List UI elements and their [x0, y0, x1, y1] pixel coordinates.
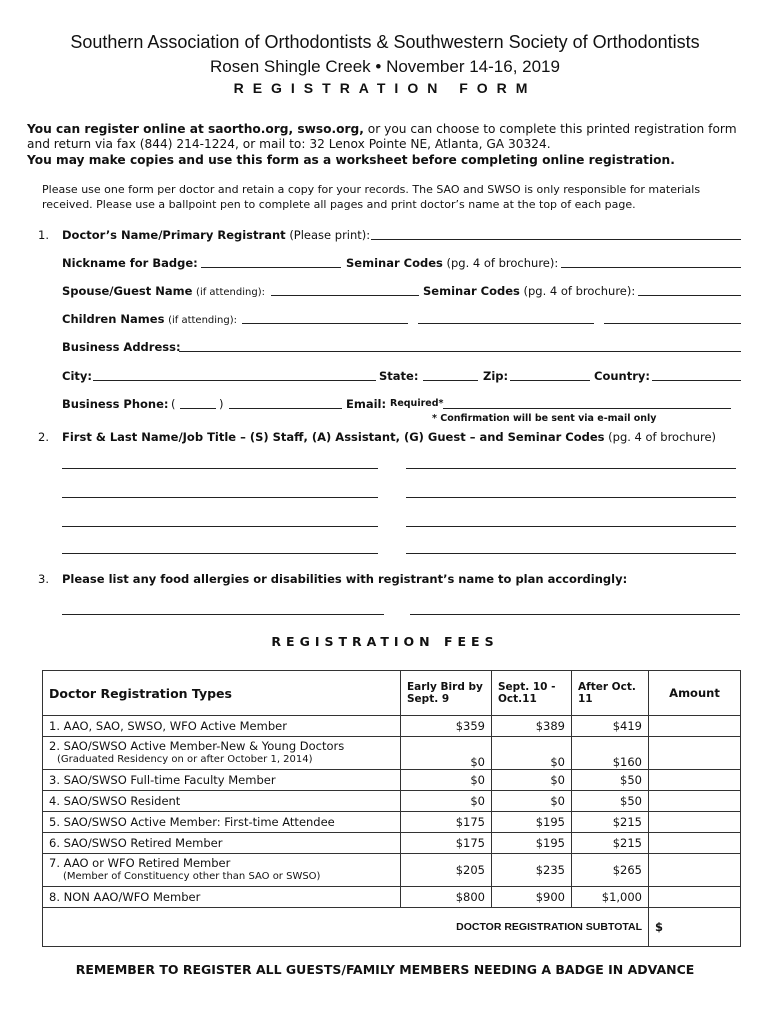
email-confirmation-note: * Confirmation will be sent via e-mail only — [432, 413, 657, 424]
children-hint: (if attending): — [168, 315, 237, 326]
phone-close-paren: ) — [219, 397, 224, 411]
seminar-codes-text-2: Seminar Codes — [423, 284, 520, 298]
fee-after: $265 — [572, 854, 649, 887]
intro-copies: You may make copies and use this form as a worksheet before completing online registration. — [27, 153, 675, 167]
fee-amount-cell[interactable] — [649, 737, 741, 770]
fees-header-amount: Amount — [649, 671, 741, 716]
staff-name-field-4[interactable] — [62, 553, 378, 554]
doctor-name-label-text: Doctor’s Name/Primary Registrant — [62, 228, 286, 242]
fee-type-sub: (Member of Constituency other than SAO or SWSO) — [63, 871, 321, 882]
section2-label-text: First & Last Name/Job Title – (S) Staff, (A) Assistant, (G) Guest – and Seminar Codes — [62, 430, 605, 444]
fee-sept: $389 — [492, 716, 572, 737]
footer-reminder: REMEMBER TO REGISTER ALL GUESTS/FAMILY MEMBERS NEEDING A BADGE IN ADVANCE — [75, 962, 695, 977]
fee-sept: $900 — [492, 887, 572, 908]
fee-after: $419 — [572, 716, 649, 737]
fee-early: $0 — [401, 770, 492, 791]
fee-type: 5. SAO/SWSO Active Member: First-time Attendee — [43, 812, 401, 833]
fee-after: $215 — [572, 833, 649, 854]
country-field[interactable] — [652, 380, 741, 381]
header-title: Southern Association of Orthodontists & Southwestern Society of Orthodontists — [70, 32, 700, 52]
seminar-codes-label-2 — [423, 284, 635, 298]
child-name-field-1[interactable] — [242, 323, 408, 324]
header-venue-date: Rosen Shingle Creek • November 14-16, 2019 — [210, 57, 560, 76]
email-label: Email: — [346, 397, 387, 411]
intro-online — [27, 122, 747, 152]
staff-seminar-field-2[interactable] — [406, 497, 736, 498]
staff-seminar-field-4[interactable] — [406, 553, 736, 554]
table-row — [43, 887, 741, 908]
fee-early: $205 — [401, 854, 492, 887]
doctor-name-hint: (Please print): — [289, 228, 371, 242]
subtotal-amount-field[interactable]: $ — [649, 908, 741, 947]
table-row — [43, 716, 741, 737]
fee-early: $0 — [401, 737, 492, 770]
email-required: Required* — [390, 398, 444, 409]
table-row — [43, 737, 741, 770]
fee-type: 3. SAO/SWSO Full-time Faculty Member — [43, 770, 401, 791]
fee-type: 8. NON AAO/WFO Member — [43, 887, 401, 908]
fee-sept: $235 — [492, 854, 572, 887]
city-field[interactable] — [93, 380, 376, 381]
fees-header-row — [43, 671, 741, 716]
table-row — [43, 770, 741, 791]
staff-seminar-field-3[interactable] — [406, 526, 736, 527]
staff-name-field-2[interactable] — [62, 497, 378, 498]
fee-after: $50 — [572, 770, 649, 791]
zip-field[interactable] — [510, 380, 590, 381]
subtotal-row — [43, 908, 741, 947]
fee-early: $359 — [401, 716, 492, 737]
fee-early: $800 — [401, 887, 492, 908]
city-label: City: — [62, 369, 92, 383]
fees-header-type: Doctor Registration Types — [43, 671, 401, 716]
section2-label — [62, 430, 716, 444]
fee-type — [43, 854, 401, 887]
fee-type — [43, 737, 401, 770]
instructions: Please use one form per doctor and retain a copy for your records. The SAO and SWSO is only responsible for materials received. Please use a ballpoint pen to complete all pages and print doctor’s name at the top of each page. — [42, 183, 701, 211]
business-address-field[interactable] — [179, 351, 741, 352]
doctor-name-label — [62, 228, 370, 242]
intro-online-bold: You can register online at saortho.org, swso.org, — [27, 122, 364, 136]
seminar-codes-field-1[interactable] — [561, 267, 741, 268]
fee-amount-cell[interactable] — [649, 770, 741, 791]
intro-online-rest: or you can choose to complete this printed registration form and return via fax (844) 214-1224, or mail to: 32 Lenox Pointe NE, Atlanta, GA 30324. — [27, 122, 737, 151]
fee-after: $160 — [572, 737, 649, 770]
fee-sept: $195 — [492, 812, 572, 833]
fees-header-sept: Sept. 10 - Oct.11 — [492, 671, 572, 716]
fee-amount-cell[interactable] — [649, 812, 741, 833]
seminar-codes-hint-1: (pg. 4 of brochure): — [446, 256, 559, 270]
email-field[interactable] — [443, 408, 731, 409]
zip-label: Zip: — [483, 369, 509, 383]
spouse-hint: (if attending): — [196, 287, 265, 298]
country-label: Country: — [594, 369, 650, 383]
table-row — [43, 833, 741, 854]
seminar-codes-hint-2: (pg. 4 of brochure): — [523, 284, 636, 298]
table-row — [43, 791, 741, 812]
child-name-field-2[interactable] — [418, 323, 594, 324]
business-phone-label: Business Phone: — [62, 397, 169, 411]
allergies-field-2[interactable] — [410, 614, 740, 615]
seminar-codes-field-2[interactable] — [638, 295, 741, 296]
seminar-codes-text-1: Seminar Codes — [346, 256, 443, 270]
spouse-label-text: Spouse/Guest Name — [62, 284, 193, 298]
table-row — [43, 812, 741, 833]
section2-number: 2. — [38, 430, 49, 444]
fee-sept: $0 — [492, 737, 572, 770]
fee-sept: $0 — [492, 770, 572, 791]
doctor-name-field[interactable] — [371, 239, 741, 240]
staff-seminar-field-1[interactable] — [406, 468, 736, 469]
nickname-label: Nickname for Badge: — [62, 256, 198, 270]
state-label: State: — [379, 369, 419, 383]
phone-open-paren: ( — [171, 397, 176, 411]
spouse-field[interactable] — [271, 295, 419, 296]
section2-hint: (pg. 4 of brochure) — [608, 430, 717, 444]
fee-amount-cell[interactable] — [649, 791, 741, 812]
fee-early: $175 — [401, 833, 492, 854]
spouse-label — [62, 284, 265, 298]
fee-type: 1. AAO, SAO, SWSO, WFO Active Member — [43, 716, 401, 737]
fees-header-after: After Oct. 11 — [572, 671, 649, 716]
allergies-field-1[interactable] — [62, 614, 384, 615]
children-label-text: Children Names — [62, 312, 165, 326]
fee-early: $0 — [401, 791, 492, 812]
children-label — [62, 312, 237, 326]
child-name-field-3[interactable] — [604, 323, 741, 324]
fee-amount-cell[interactable] — [649, 716, 741, 737]
fee-amount-cell[interactable] — [649, 854, 741, 887]
staff-name-field-1[interactable] — [62, 468, 378, 469]
fee-type-sub: (Graduated Residency on or after October 1, 2014) — [57, 754, 313, 765]
fee-amount-cell[interactable] — [649, 833, 741, 854]
seminar-codes-label-1 — [346, 256, 558, 270]
fee-type: 4. SAO/SWSO Resident — [43, 791, 401, 812]
fee-type: 6. SAO/SWSO Retired Member — [43, 833, 401, 854]
fee-type-label: 7. AAO or WFO Retired Member — [49, 856, 231, 870]
section3-label: Please list any food allergies or disabilities with registrant’s name to plan accordingly: — [62, 572, 628, 586]
business-address-label: Business Address: — [62, 340, 181, 354]
staff-name-field-3[interactable] — [62, 526, 378, 527]
header-form-title: REGISTRATION FORM — [233, 80, 537, 96]
fees-table — [42, 670, 741, 947]
fees-title: REGISTRATION FEES — [271, 634, 499, 649]
fee-early: $175 — [401, 812, 492, 833]
phone-area-code-field[interactable] — [180, 408, 216, 409]
fees-header-early: Early Bird by Sept. 9 — [401, 671, 492, 716]
section3-number: 3. — [38, 572, 49, 586]
fee-sept: $0 — [492, 791, 572, 812]
fee-after: $215 — [572, 812, 649, 833]
fee-after: $50 — [572, 791, 649, 812]
fee-after: $1,000 — [572, 887, 649, 908]
nickname-field[interactable] — [201, 267, 341, 268]
fee-sept: $195 — [492, 833, 572, 854]
phone-number-field[interactable] — [229, 408, 342, 409]
table-row — [43, 854, 741, 887]
fee-type-label: 2. SAO/SWSO Active Member-New & Young Doctors — [49, 739, 345, 753]
subtotal-label: DOCTOR REGISTRATION SUBTOTAL — [43, 908, 649, 947]
fee-amount-cell[interactable] — [649, 887, 741, 908]
state-field[interactable] — [423, 380, 478, 381]
section1-number: 1. — [38, 228, 49, 242]
